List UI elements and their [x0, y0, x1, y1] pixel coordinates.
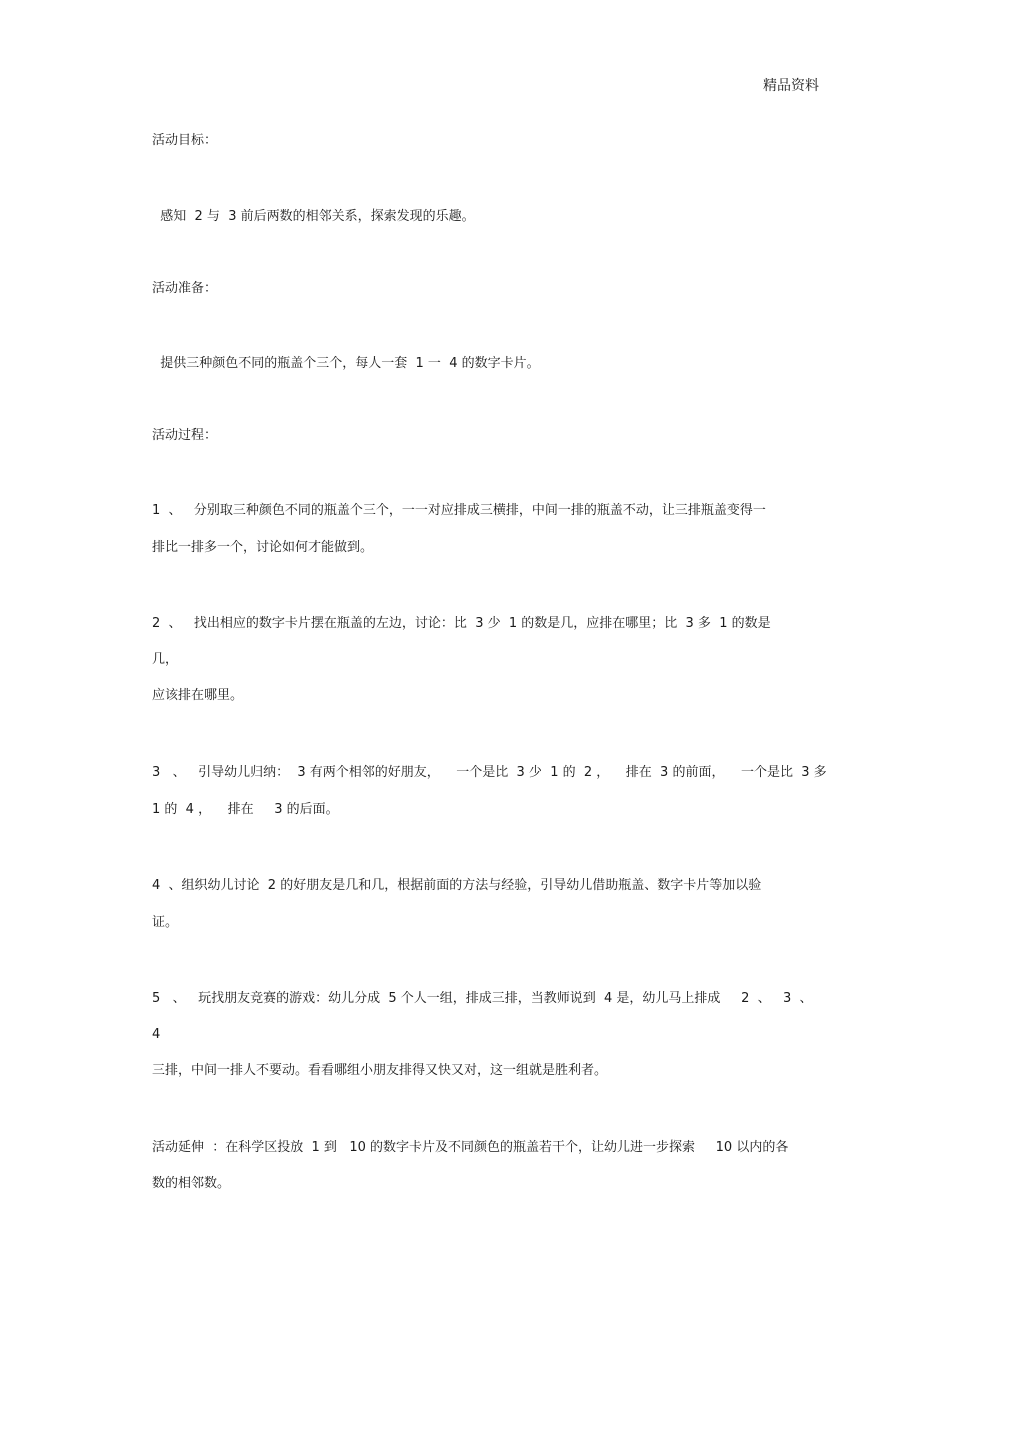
extension-line-2: 数的相邻数。	[152, 1176, 231, 1191]
process-step-4-line-2: 证。	[152, 915, 179, 930]
section-heading-goals: 活动目标：	[152, 133, 218, 148]
process-step-3-line-2: 1 的 4 ， 排在 3 的后面。	[152, 802, 339, 817]
section-heading-process: 活动过程：	[152, 428, 218, 443]
process-step-4-line-1: 4 、组织幼儿讨论 2 的好朋友是几和几，根据前面的方法与经验，引导幼儿借助瓶盖、数字卡片等加以验	[152, 878, 762, 893]
paragraph-goals: 感知 2 与 3 前后两数的相邻关系，探索发现的乐趣。	[152, 209, 475, 224]
process-step-5-line-3: 三排，中间一排人不要动。看看哪组小朋友排得又快又对，这一组就是胜利者。	[152, 1063, 608, 1078]
process-step-1-line-2: 排比一排多一个，讨论如何才能做到。	[152, 540, 374, 555]
process-step-5-line-2: 4	[152, 1027, 161, 1042]
extension-line-1: 活动延伸 ：在科学区投放 1 到 10 的数字卡片及不同颜色的瓶盖若干个，让幼儿进一步探索 10 以内的各	[152, 1140, 789, 1155]
section-heading-preparation: 活动准备：	[152, 281, 218, 296]
page-header-label: 精品资料	[763, 78, 819, 94]
process-step-2-line-2: 几，	[152, 652, 179, 667]
process-step-5-line-1: 5 、 玩找朋友竞赛的游戏：幼儿分成 5 个人一组，排成三排，当教师说到 4 是，幼儿马上排成 2 、 3 、	[152, 991, 813, 1006]
process-step-2-line-1: 2 、 找出相应的数字卡片摆在瓶盖的左边，讨论：比 3 少 1 的数是几，应排在哪里；比 3 多 1 的数是	[152, 616, 771, 631]
process-step-3-line-1: 3 、 引导幼儿归纳： 3 有两个相邻的好朋友， 一个是比 3 少 1 的 2 ， 排在 3 的前面， 一个是比 3 多	[152, 765, 827, 780]
process-step-1-line-1: 1 、 分别取三种颜色不同的瓶盖个三个，一一对应排成三横排，中间一排的瓶盖不动，让三排瓶盖变得一	[152, 503, 766, 518]
paragraph-preparation: 提供三种颜色不同的瓶盖个三个，每人一套 1 一 4 的数字卡片。	[152, 356, 540, 371]
process-step-2-line-3: 应该排在哪里。	[152, 688, 244, 703]
